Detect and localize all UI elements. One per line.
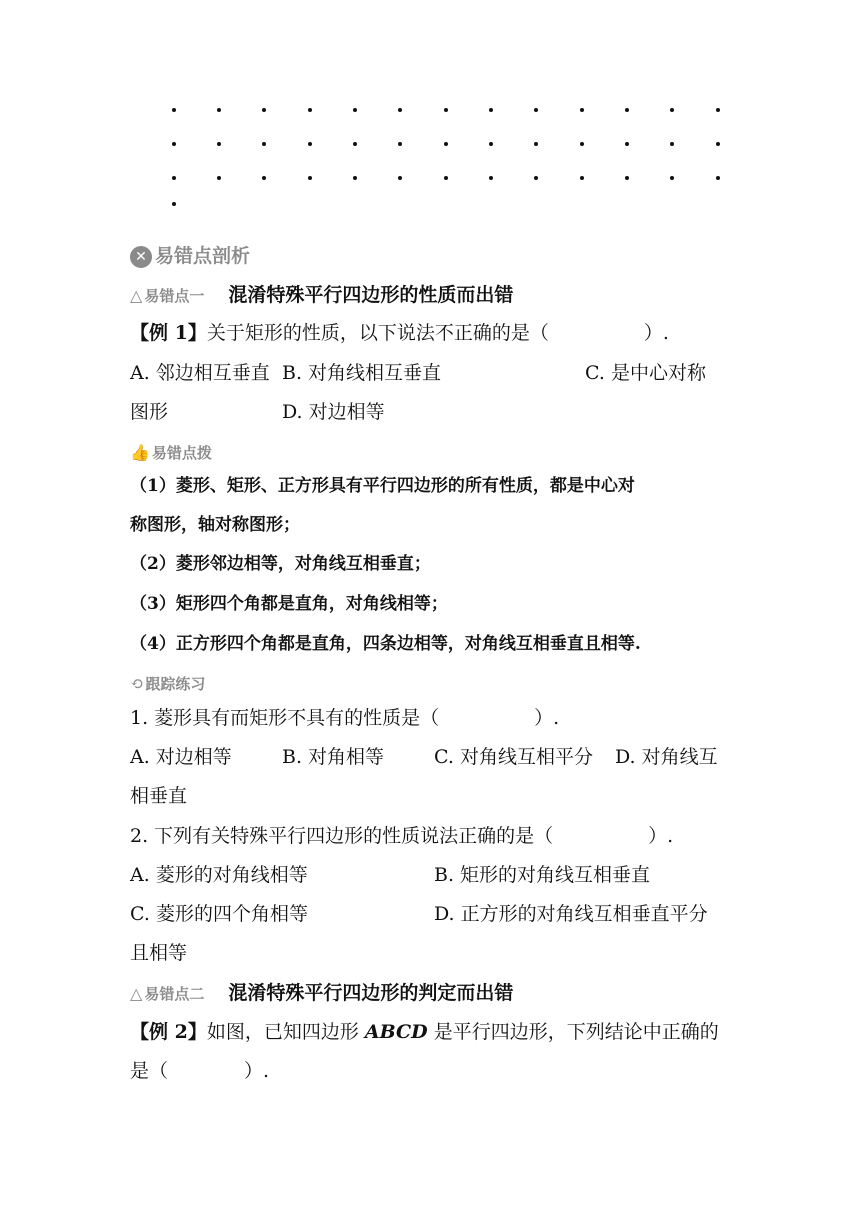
practice-q2: 2. 下列有关特殊平行四边形的性质说法正确的是（ ）. xyxy=(130,825,674,847)
cross-circle-icon: ✕ xyxy=(130,246,152,268)
dot xyxy=(670,176,674,180)
dot xyxy=(534,176,538,180)
point1-title: 混淆特殊平行四边形的性质而出错 xyxy=(228,284,514,306)
section-title: 易错点剖析 xyxy=(155,245,251,267)
dot xyxy=(398,176,402,180)
dot xyxy=(670,142,674,146)
practice-head: 跟踪练习 xyxy=(145,675,206,693)
example2-text-before: 如图，已知四边形 xyxy=(206,1021,365,1043)
tips-line-1: （1）菱形、矩形、正方形具有平行四边形的所有性质，都是中心对 xyxy=(130,476,635,496)
practice-q1-option-a: A. 对边相等 xyxy=(130,746,232,768)
dot xyxy=(398,142,402,146)
dot xyxy=(444,142,448,146)
dot xyxy=(353,142,357,146)
dot-row-4 xyxy=(160,210,740,244)
dot xyxy=(217,176,221,180)
practice-q1-option-d: D. 对角线互 xyxy=(615,746,718,768)
example1-question xyxy=(130,321,669,345)
dot xyxy=(625,142,629,146)
example1-option-c: C. 是中心对称 xyxy=(585,362,706,384)
dot xyxy=(172,108,176,112)
dot xyxy=(308,108,312,112)
dot xyxy=(308,176,312,180)
practice-q1: 1. 菱形具有而矩形不具有的性质是（ ）. xyxy=(130,707,560,729)
dot xyxy=(353,176,357,180)
example1-option-b: B. 对角线相互垂直 xyxy=(282,362,442,384)
dot xyxy=(534,142,538,146)
dot xyxy=(217,108,221,112)
dot xyxy=(353,108,357,112)
point2-tag: 易错点二 xyxy=(144,985,205,1003)
dot xyxy=(534,108,538,112)
dot xyxy=(625,108,629,112)
warning-triangle-icon: △ xyxy=(130,984,143,1003)
dot xyxy=(716,108,720,112)
dot-row-2 xyxy=(160,142,740,176)
tips-line-2: （2）菱形邻边相等，对角线互相垂直； xyxy=(130,554,431,574)
tips-line-1-cont: 称图形，轴对称图形； xyxy=(130,515,300,535)
dot xyxy=(489,176,493,180)
repeat-icon: ⟲ xyxy=(130,674,144,693)
practice-header xyxy=(130,671,205,696)
dot xyxy=(580,108,584,112)
dot-row-3 xyxy=(160,176,740,210)
example2-text-after: 是平行四边形，下列结论中正确的 xyxy=(427,1021,719,1043)
example2-question xyxy=(130,1020,719,1044)
practice-q2-option-d-cont: 且相等 xyxy=(130,942,188,964)
dot xyxy=(172,142,176,146)
dot xyxy=(172,176,176,180)
point2-title: 混淆特殊平行四边形的判定而出错 xyxy=(228,982,514,1004)
point1-header xyxy=(130,283,513,308)
dot xyxy=(580,176,584,180)
practice-q2-option-b: B. 矩形的对角线互相垂直 xyxy=(434,864,651,886)
dotted-answer-lines xyxy=(160,108,740,244)
thumbs-up-icon: 👍 xyxy=(130,443,150,462)
practice-q2-option-a: A. 菱形的对角线相等 xyxy=(130,864,308,886)
dot xyxy=(398,108,402,112)
practice-q2-option-c: C. 菱形的四个角相等 xyxy=(130,903,308,925)
example1-text: 关于矩形的性质，以下说法不正确的是（ ）. xyxy=(206,322,669,344)
dot xyxy=(625,176,629,180)
practice-q1-option-c: C. 对角线互相平分 xyxy=(434,746,593,768)
dot xyxy=(489,108,493,112)
tips-line-3: （3）矩形四个角都是直角，对角线相等； xyxy=(130,594,448,614)
section-header xyxy=(130,244,250,268)
practice-q2-option-d: D. 正方形的对角线互相垂直平分 xyxy=(434,903,708,925)
dot xyxy=(172,202,176,206)
dot xyxy=(262,142,266,146)
example1-option-c-cont: 图形 xyxy=(130,401,169,423)
dot xyxy=(217,142,221,146)
practice-q1-option-b: B. 对角相等 xyxy=(282,746,385,768)
example2-abcd: ABCD xyxy=(364,1021,428,1043)
example1-option-a: A. 邻边相互垂直 xyxy=(130,362,270,384)
dot xyxy=(262,176,266,180)
tips-line-4: （4）正方形四个角都是直角，四条边相等，对角线互相垂直且相等. xyxy=(130,634,641,654)
point2-header xyxy=(130,981,513,1006)
example1-label: 【例 1】 xyxy=(130,322,207,344)
dot xyxy=(308,142,312,146)
dot-row-1 xyxy=(160,108,740,142)
example2-label: 【例 2】 xyxy=(130,1021,207,1043)
dot xyxy=(444,108,448,112)
dot xyxy=(580,142,584,146)
practice-q1-option-d-cont: 相垂直 xyxy=(130,785,188,807)
tips-header xyxy=(130,440,212,465)
warning-triangle-icon: △ xyxy=(130,286,143,305)
example1-option-d: D. 对边相等 xyxy=(282,401,385,423)
dot xyxy=(262,108,266,112)
tips-head: 易错点拨 xyxy=(151,444,212,462)
dot xyxy=(716,176,720,180)
example2-question-cont: 是（ ）. xyxy=(130,1060,270,1082)
dot xyxy=(670,108,674,112)
point1-tag: 易错点一 xyxy=(144,287,205,305)
dot xyxy=(489,142,493,146)
dot xyxy=(444,176,448,180)
dot xyxy=(716,142,720,146)
